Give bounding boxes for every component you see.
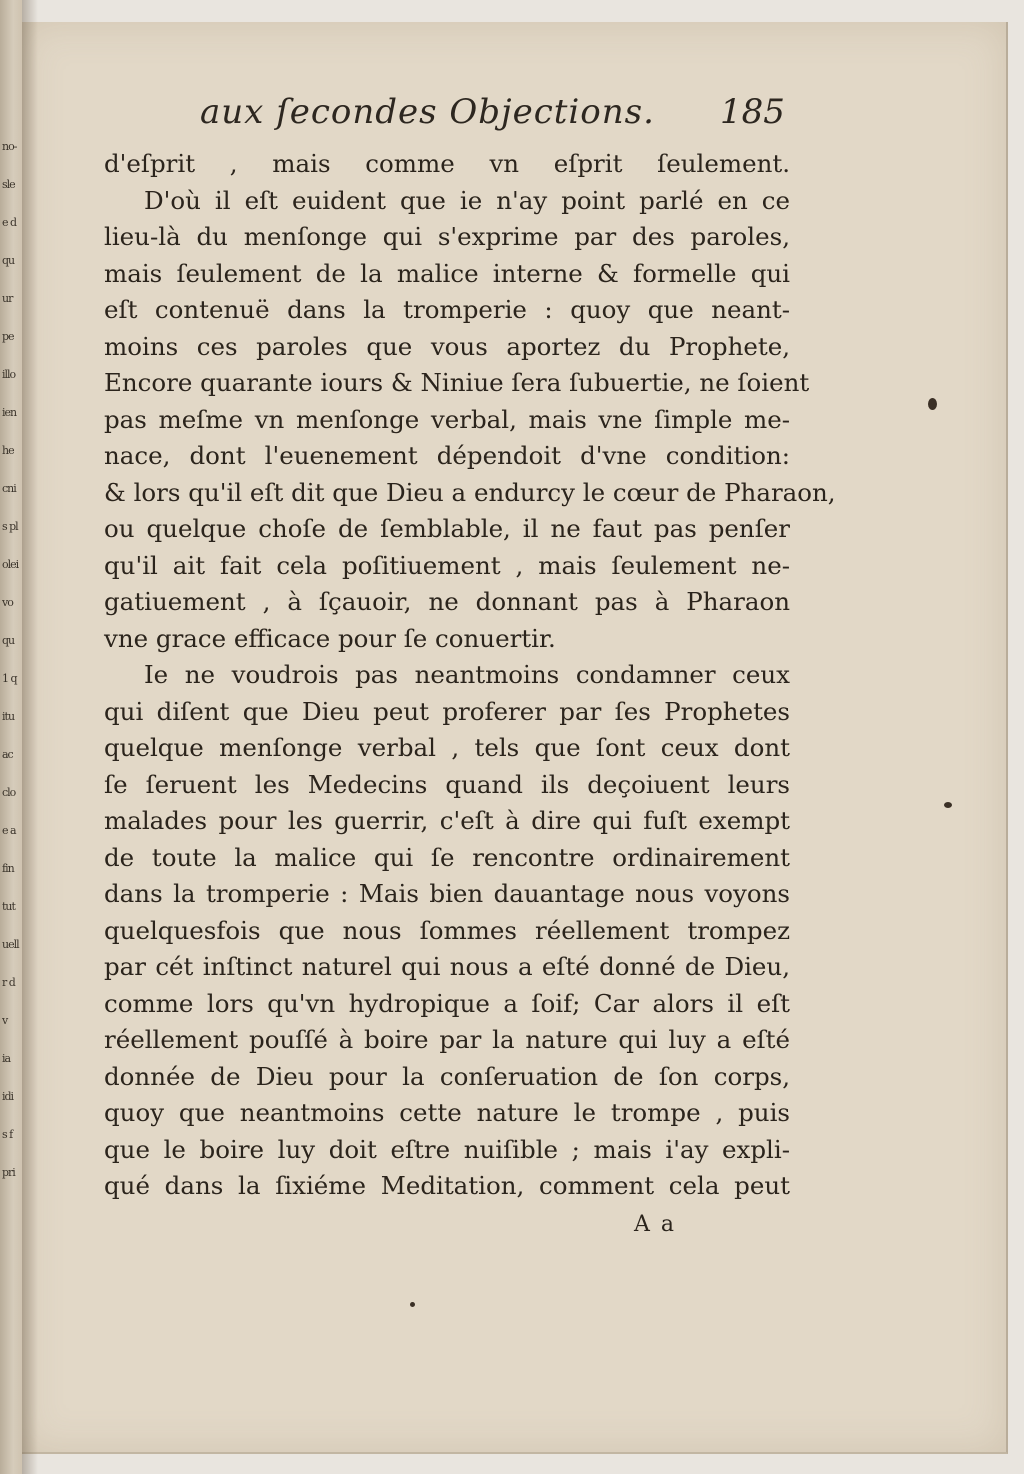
facing-page-fragment: uell bbox=[2, 938, 19, 951]
facing-page-fragment: s pl bbox=[2, 520, 18, 533]
text-line: quelque menſonge verbal , tels que ſont ceux dont bbox=[104, 733, 790, 762]
facing-page-edge bbox=[0, 0, 22, 1474]
facing-page-fragment: v bbox=[2, 1014, 8, 1027]
facing-page-fragment: he bbox=[2, 444, 14, 457]
facing-page-fragment: 1 q bbox=[2, 672, 17, 685]
text-line: Ie ne voudrois pas neantmoins condamner ceux bbox=[144, 660, 790, 689]
text-line: Encore quarante iours & Niniue ſera ſubuertie, ne ſoient bbox=[104, 368, 810, 397]
text-line: & lors qu'il eſt dit que Dieu a endurcy le cœur de Pharaon, bbox=[104, 477, 836, 507]
text-line: quelquesfois que nous ſommes réellement trompez bbox=[104, 915, 790, 945]
ink-spot bbox=[928, 398, 937, 410]
facing-page-fragment: idi bbox=[2, 1090, 14, 1103]
facing-page-fragment: qu bbox=[2, 254, 15, 267]
text-line: par cét inſtinct naturel qui nous a eſté donné de Dieu, bbox=[104, 952, 790, 981]
text-line: qu'il ait fait cela poſitiuement , mais ſeulement ne- bbox=[104, 550, 790, 580]
facing-page-fragment: e a bbox=[2, 824, 16, 837]
facing-page-fragment: s f bbox=[2, 1128, 13, 1141]
page-number: 185 bbox=[720, 92, 785, 132]
facing-page-fragment: ur bbox=[2, 292, 13, 305]
facing-page-fragment: pe bbox=[2, 330, 14, 343]
text-line: qui diſent que Dieu peut proferer par ſes Prophetes bbox=[104, 696, 790, 726]
text-line: que le boire luy doit eſtre nuiſible ; mais i'ay expli- bbox=[104, 1134, 790, 1164]
facing-page-fragment: pri bbox=[2, 1166, 15, 1179]
text-line: D'où il eſt euident que ie n'ay point parlé en ce bbox=[144, 185, 790, 215]
text-line: dans la tromperie : Mais bien dauantage nous voyons bbox=[104, 879, 790, 908]
facing-page-fragment: qu bbox=[2, 634, 15, 647]
ink-spot bbox=[410, 1302, 415, 1307]
page-header bbox=[200, 92, 800, 140]
facing-page-fragment: illo bbox=[2, 368, 16, 381]
facing-page-fragment: ac bbox=[2, 748, 13, 761]
text-line: moins ces paroles que vous aportez du Prophete, bbox=[104, 331, 790, 361]
signature-mark: A a bbox=[634, 1212, 676, 1237]
text-line: lieu-là du menſonge qui s'exprime par des paroles, bbox=[104, 222, 790, 251]
page-gutter-shadow bbox=[22, 0, 38, 1474]
text-line: vne grace efficace pour ſe conuertir. bbox=[104, 623, 556, 653]
facing-page-fragment: fin bbox=[2, 862, 14, 875]
text-line: de toute la malice qui ſe rencontre ordinairement bbox=[104, 842, 790, 872]
text-line: d'eſprit , mais comme vn eſprit ſeulement. bbox=[104, 149, 790, 178]
facing-page-fragment: vo bbox=[2, 596, 13, 609]
text-line: ſe ſeruent les Medecins quand ils deçoiuent leurs bbox=[104, 769, 790, 799]
text-line: donnée de Dieu pour la conſeruation de ſon corps, bbox=[104, 1061, 790, 1091]
facing-page-fragment: cni bbox=[2, 482, 16, 495]
text-line: nace, dont l'euenement dépendoit d'vne condition: bbox=[104, 441, 790, 470]
text-line: comme lors qu'vn hydropique a ſoif; Car alors il eſt bbox=[104, 988, 790, 1018]
facing-page-fragment: tut bbox=[2, 900, 15, 913]
text-line: gatiuement , à ſçauoir, ne donnant pas à Pharaon bbox=[104, 587, 790, 616]
ink-spot bbox=[944, 802, 952, 808]
facing-page-fragment: itu bbox=[2, 710, 15, 723]
text-line: eſt contenuë dans la tromperie : quoy que neant- bbox=[104, 295, 790, 324]
text-line: pas meſme vn menſonge verbal, mais vne ſimple me- bbox=[104, 404, 790, 434]
text-line: malades pour les guerrir, c'eſt à dire qui fuſt exempt bbox=[104, 806, 790, 835]
text-line: mais ſeulement de la malice interne & formelle qui bbox=[104, 258, 790, 288]
text-line: réellement pouſſé à boire par la nature qui luy a eſté bbox=[104, 1025, 790, 1054]
facing-page-fragment: no- bbox=[2, 140, 17, 153]
body-text bbox=[104, 146, 836, 1205]
facing-page-fragment: ia bbox=[2, 1052, 11, 1065]
text-line: qué dans la ſixiéme Meditation, comment cela peut bbox=[104, 1171, 790, 1200]
text-line: quoy que neantmoins cette nature le trompe , puis bbox=[104, 1098, 790, 1127]
facing-page-fragment: clo bbox=[2, 786, 16, 799]
text-line: ou quelque choſe de ſemblable, il ne faut pas penſer bbox=[104, 514, 790, 543]
facing-page-fragment: e d bbox=[2, 216, 17, 229]
running-head: aux ſecondes Objections. bbox=[200, 92, 655, 132]
facing-page-fragment: r d bbox=[2, 976, 15, 989]
facing-page-fragment: ien bbox=[2, 406, 17, 419]
facing-page-fragment: sle bbox=[2, 178, 15, 191]
facing-page-fragment: olei bbox=[2, 558, 19, 571]
